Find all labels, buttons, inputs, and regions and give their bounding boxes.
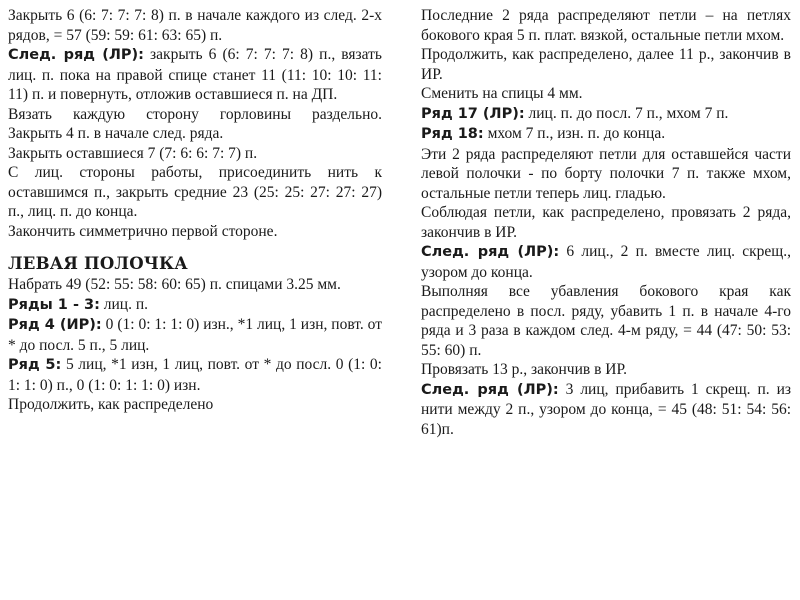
row-text: лиц. п.: [99, 295, 149, 313]
row-text: закрыть 6 (6: 7: 7: 7: 8) п., вязать лиц. п. пока на правой спице станет 11 (11: 10: 10: 11: 11) п. и повернуть, отложив оставшиеся п. на ДП.: [8, 46, 382, 103]
left-column: [8, 6, 382, 413]
paragraph: Закрыть оставшиеся 7 (7: 6: 6: 7: 7) п.: [8, 144, 258, 162]
right-column: [421, 6, 791, 439]
paragraph: Продолжить, как распределено, далее 11 р., закончив в ИР.: [421, 46, 791, 83]
row-text: 5 лиц, *1 изн, 1 лиц, повт. от * до посл. 0 (1: 0: 1: 1: 0) п., 0 (1: 0: 1: 1: 0) изн.: [8, 356, 382, 394]
row-label: След. ряд (ЛР):: [8, 47, 144, 63]
paragraph: [8, 355, 382, 395]
row-text: 6 лиц., 2 п. вместе лиц. скрещ., узором до конца.: [421, 243, 791, 281]
paragraph: Провязать 13 р., закончив в ИР.: [421, 361, 628, 378]
row-text: мхом 7 п., изн. п. до конца.: [483, 125, 666, 142]
paragraph: Выполняя все убавления бокового края как распределено в посл. ряду, убавить 1 п. в начале 4-го ряда и 3 раза в каждом след. 4-м ряду, = 44 (47: 50: 53: 55: 60) п.: [421, 283, 791, 359]
paragraph: Закончить симметрично первой стороне.: [8, 222, 278, 240]
row-label: Ряд 18:: [421, 126, 484, 142]
row-text: 3 лиц, прибавить 1 скрещ. п. из нити между 2 п., узором до конца, = 45 (48: 51: 54: 56: 61)п.: [421, 380, 791, 438]
paragraph: Соблюдая петли, как распределено, провязать 2 ряда, закончив в ИР.: [421, 204, 791, 241]
paragraph: [421, 380, 791, 440]
paragraph: Вязать каждую сторону горловины раздельно.: [8, 105, 382, 123]
row-label: Ряд 5:: [8, 357, 62, 373]
row-label: Ряд 17 (ЛР):: [421, 105, 525, 122]
row-label: След. ряд (ЛР):: [421, 381, 559, 398]
section-heading: ЛЕВАЯ ПОЛОЧКА: [8, 254, 188, 273]
paragraph: [421, 124, 791, 145]
paragraph: [8, 315, 382, 355]
paragraph: Последние 2 ряда распределяют петли – на петлях бокового края 5 п. плат. вязкой, остальные петли мхом.: [421, 7, 791, 44]
row-label: Ряды 1 - 3:: [8, 296, 100, 313]
paragraph: [421, 242, 791, 282]
paragraph: Продолжить, как распределено: [8, 396, 214, 413]
paragraph: Закрыть 4 п. в начале след. ряда.: [8, 125, 224, 142]
row-text: лиц. п. до посл. 7 п., мхом 7 п.: [524, 104, 729, 122]
paragraph: [8, 295, 382, 316]
paragraph: [421, 104, 791, 125]
row-label: Ряд 4 (ИР):: [8, 317, 102, 333]
paragraph: Набрать 49 (52: 55: 58: 60: 65) п. спицами 3.25 мм.: [8, 276, 341, 293]
paragraph: Закрыть 6 (6: 7: 7: 7: 8) п. в начале каждого из след. 2-х рядов, = 57 (59: 59: 61: 63: 65) п.: [8, 7, 382, 44]
row-label: След. ряд (ЛР):: [421, 244, 560, 260]
row-text: 0 (1: 0: 1: 1: 0) изн., *1 лиц, 1 изн, повт. от * до посл. 5 п., 5 лиц.: [8, 316, 382, 354]
cut-off-line: [8, 395, 382, 413]
paragraph: С лиц. стороны работы, присоединить нить к оставшимся п., закрыть средние 23 (25: 25: 27: 27: 27) п., лиц. п. до конца.: [8, 164, 382, 220]
paragraph: Сменить на спицы 4 мм.: [421, 85, 583, 102]
paragraph: Эти 2 ряда распределяют петли для оставшейся части левой полочки - по борту полочки 7 п. также мхом, остальные петли теперь лиц. гладью.: [421, 145, 791, 202]
paragraph: [8, 45, 382, 105]
